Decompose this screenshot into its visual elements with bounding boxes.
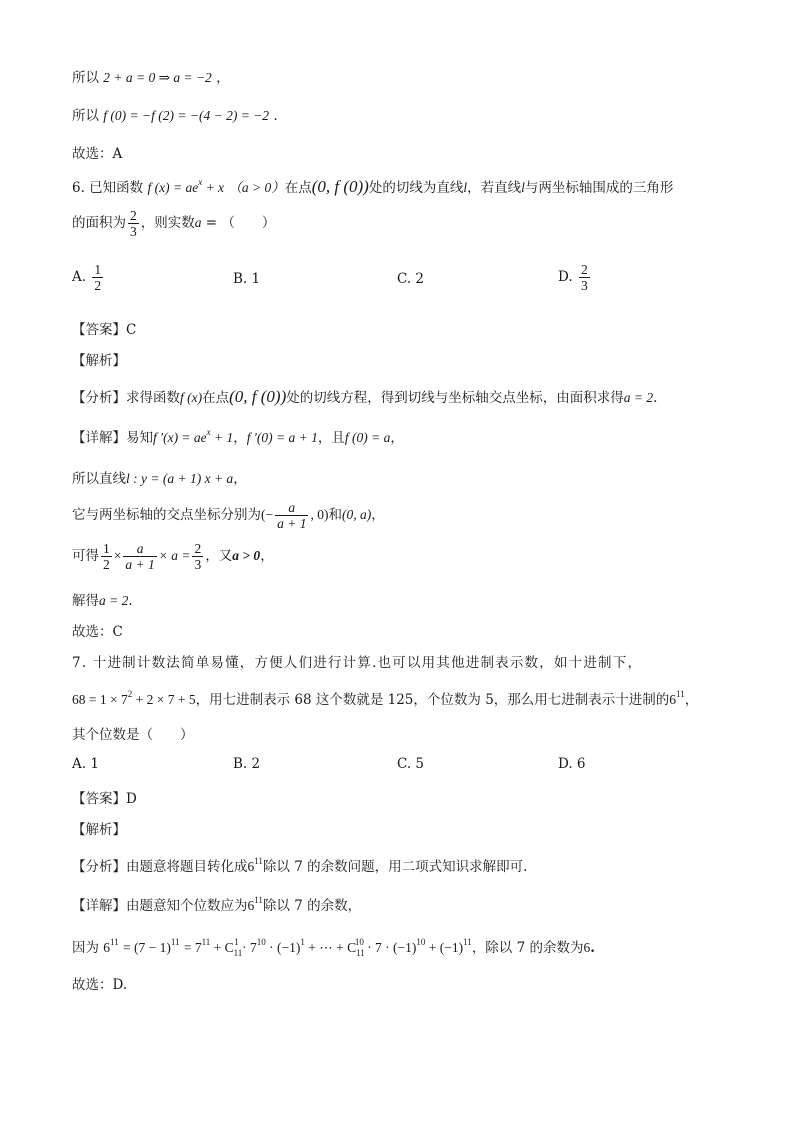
math-expression: 68 = 1 × 7 [72,692,128,707]
text: 易知 [126,430,153,446]
math-exponent: 11 [254,856,263,866]
xiangjie-tag: 【详解】 [72,898,126,914]
binomial-line [72,936,595,956]
math-expression: + ⋯ + C [304,940,357,955]
text: 可得 [72,548,99,564]
math-base: 6 [669,692,677,707]
math-exponent: 11 [170,937,180,947]
math-expression: f ′(0) = a + 1 [246,430,318,445]
math-expression: · 7 [238,940,257,955]
fenxi-tag: 【分析】 [72,859,126,875]
fenxi-line [72,855,527,875]
math-base: 6 [247,859,255,874]
numerator: 1 [103,541,110,556]
math-expression: · (−1) [265,940,301,955]
question-7-stem-2 [72,688,698,708]
question-6-stem-2 [72,208,275,239]
math-exponent: 10 [256,937,266,947]
math-point: (0, f (0)) [311,177,369,196]
math-condition: （a > 0） [228,180,285,195]
denominator: 3 [580,278,588,293]
choice-line: 故选：C [72,624,123,640]
option-d [558,262,592,293]
math-var: l [463,180,468,195]
math-expression: l : y = (a + 1) x + a [126,471,234,486]
math-function: f (x) = ae [147,180,199,195]
text: ，又 [205,548,233,564]
text-line [72,66,230,86]
math-expression: f ′(x) = ae [153,430,207,445]
option-d: D. 6 [558,756,586,772]
text: 处的切线为直线 [368,180,464,196]
text: = （ ） [201,215,276,231]
fenxi-line [72,386,657,407]
answer-tag: 【答案】 [72,322,126,338]
math-expression: 2 + a = 0 ⇒ a = −2 [103,70,212,85]
text: ，若直线 [467,180,522,196]
math-base: 6 [247,898,255,913]
math-expression: + 2 × 7 + 5 [132,692,196,707]
math-expression: = (7 − 1) [123,940,171,955]
numerator: 2 [580,262,588,277]
text: 它与两坐标轴的交点坐标分别为 [72,507,261,523]
text: 解得 [72,593,99,609]
text: 由题意将题目转化成 [126,859,248,875]
math-point: (0, a) [341,507,372,522]
fenxi-tag: 【分析】 [72,390,126,406]
punctuation: . [590,940,595,956]
answer-value: C [126,322,137,338]
option-a: A. 1 [72,756,99,772]
math-exponent: x [198,177,203,187]
math-expression: a = 2 [623,390,654,405]
denominator: a + 1 [277,516,307,531]
option-a [72,262,105,293]
analysis-tag: 【解析】 [72,822,126,838]
math-exponent: 1 [300,937,305,947]
math-expression: a = 2 [99,593,129,608]
text-line [72,104,278,124]
denominator: 2 [103,557,110,572]
text: 和 [328,507,342,523]
choice-line: 故选：A [72,146,123,162]
math-expression: + 1 [210,430,234,445]
math-superscript: 1 [234,937,239,947]
text: 在点 [284,180,312,196]
option-c: C. 5 [397,756,425,772]
text: 因为 [72,940,99,956]
punctuation: . [128,593,133,609]
math-exponent: 2 [127,689,133,699]
math-exponent: 10 [416,937,426,947]
text: ，除以 7 的余数为 [471,940,584,956]
intersection-line: 它与两坐标轴的交点坐标分别为(− $\frac{a}{a + 1}$ , 0)和(0, a)， [72,500,385,531]
denominator: a + 1 [125,557,155,572]
math-exponent: 11 [201,937,211,947]
fraction [128,208,139,239]
fraction [101,541,112,572]
text: ，用七进制表示 68 这个数就是 125，个位数为 5，那么用七进制表示十进制的 [195,692,670,708]
math-expression: + C [210,940,234,955]
punctuation: . [653,390,658,406]
math-superscript: 10 [354,937,364,947]
option-label: A. [72,269,87,285]
fraction [192,541,203,572]
denominator: 3 [130,224,137,239]
punctuation: ， [233,471,247,487]
line-eq-line [72,467,247,487]
jiede-line [72,589,133,609]
answer-tag: 【答案】 [72,791,126,807]
numerator: a [275,500,308,516]
text: ，则实数 [140,215,195,231]
math-expression: · 7 · (−1) [363,940,417,955]
math-value: 6 [583,940,591,955]
fraction [275,500,308,531]
math-subscript: 11 [233,948,243,958]
question-7-stem: 7. 十进制计数法简单易懂，方便人们进行计算.也可以用其他进制表示数，如十进制下， [72,655,643,671]
denominator: 3 [194,557,202,572]
punctuation: . [273,108,278,124]
numerator: 2 [130,208,137,223]
text: 6. 已知函数 [72,180,144,196]
punctuation: ， [260,548,274,564]
option-b: B. 2 [233,756,261,772]
text: 与两坐标轴围成的三角形 [524,180,674,196]
punctuation: ， [684,692,699,708]
xiangjie-line [72,894,361,914]
text: 所以直线 [72,471,126,487]
math-base: 6 [103,940,111,955]
math-exponent: x [206,427,211,437]
text: 在点 [202,390,230,406]
kede-line: 可得 $\frac{1}{2}$ × $\frac{a}{a + 1}$ × a = $\frac{2}{3}$ ，又a > 0， [72,541,274,572]
question-6-stem [72,176,673,197]
answer-line [72,318,136,338]
math-var: l [521,180,525,195]
text: ，且 [317,430,345,446]
text: 由题意知个位数应为 [126,898,248,914]
numerator: 1 [94,262,102,277]
denominator: 2 [94,278,102,293]
math-var: a [194,215,202,230]
math-expression: f (0) = a [344,430,391,445]
math-condition: a > 0 [232,548,261,563]
text: 处的切线方程，得到切线与坐标轴交点坐标，由面积求得 [286,390,624,406]
option-c: C. 2 [397,271,425,287]
text: 所以 [72,108,99,124]
choice-line: 故选：D. [72,977,128,993]
xiangjie-line [72,426,404,446]
punctuation: ， [233,430,247,446]
math-subscript: 11 [356,948,365,958]
answer-line [72,787,137,807]
text: 求得函数 [126,390,180,406]
math-expression: f (0) = −f (2) = −(4 − 2) = −2 [103,108,270,123]
option-label: D. [558,269,573,285]
text: 除以 7 的余数问题，用二项式知识求解即可. [262,859,528,875]
text: 的面积为 [72,215,126,231]
punctuation: ， [371,507,385,523]
math-expression: + (−1) [425,940,464,955]
punctuation: ， [390,430,404,446]
text: 除以 7 的余数， [262,898,362,914]
math-exponent: 11 [676,689,685,699]
fraction [579,262,590,293]
analysis-tag: 【解析】 [72,353,126,369]
answer-value: D [126,791,137,807]
math-point: (0, f (0)) [229,387,287,406]
numerator: 2 [194,541,202,556]
option-b: B. 1 [233,271,261,287]
math-exponent: 11 [110,937,119,947]
fraction [92,262,103,293]
question-7-stem-3: 其个位数是（ ） [72,727,194,743]
math-function: f (x) [180,390,203,405]
punctuation: ， [216,70,230,86]
math-exponent: 11 [463,937,472,947]
math-exponent: 11 [254,895,263,905]
fraction [123,541,156,572]
text: 所以 [72,70,99,86]
math-expression: = 7 [183,940,202,955]
math-expression: + x [202,180,225,195]
numerator: a [123,541,156,557]
xiangjie-tag: 【详解】 [72,430,126,446]
